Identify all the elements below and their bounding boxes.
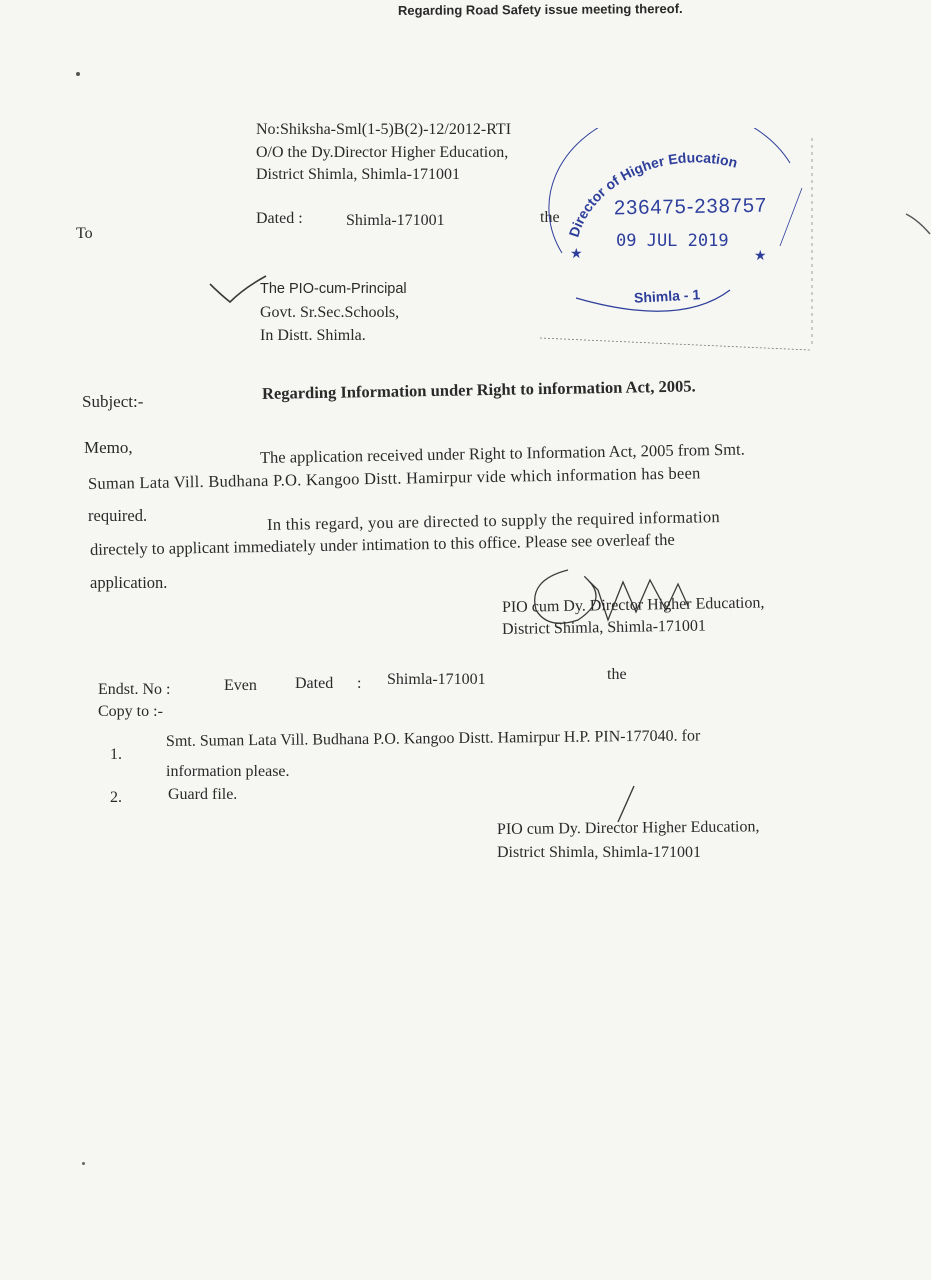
memo-para1-line1: The application received under Right to Information Act, 2005 from Smt.	[259, 439, 745, 467]
receipt-stamp	[540, 128, 840, 358]
recipient-line-3: In Distt. Shimla.	[260, 327, 366, 344]
dot-mark	[76, 72, 80, 76]
stamp-number: 236475-238757	[613, 194, 768, 220]
copy-to-label: Copy to :-	[98, 703, 163, 720]
recipient-line-1: The PIO-cum-Principal	[260, 281, 407, 297]
stamp-place: Shimla - 1	[633, 286, 701, 306]
endst-place: Shimla-171001	[387, 671, 486, 688]
stamp-star-left-icon: ★	[570, 247, 583, 262]
dot-mark	[82, 1162, 85, 1165]
copy-1-line1: Smt. Suman Lata Vill. Budhana P.O. Kangoo Distt. Hamirpur H.P. PIN-177040. for	[165, 727, 701, 750]
stamp-star-right-icon: ★	[754, 249, 767, 264]
copy-1-number: 1.	[110, 746, 122, 763]
signature1-line2: District Shimla, Shimla-171001	[501, 617, 707, 638]
memo-label: Memo,	[84, 438, 133, 457]
recipient-line-2: Govt. Sr.Sec.Schools,	[260, 304, 400, 321]
endst-dated-label: Dated	[295, 675, 334, 692]
subject-text: Regarding Information under Right to information Act, 2005.	[261, 376, 696, 403]
signature1-line1: PIO cum Dy. Director Higher Education,	[501, 594, 765, 616]
endst-colon: :	[357, 675, 362, 692]
office-line-1: O/O the Dy.Director Higher Education,	[256, 144, 509, 161]
subject-label: Subject:-	[82, 392, 144, 411]
top-note: Regarding Road Safety issue meeting thereof.	[397, 1, 683, 18]
memo-para2-line3: application.	[90, 573, 168, 592]
to-label: To	[76, 225, 93, 242]
signature2-line2: District Shimla, Shimla-171001	[497, 844, 701, 861]
copy-2-number: 2.	[110, 789, 122, 806]
dated-label: Dated :	[256, 210, 303, 227]
stamp-date: 09 JUL 2019	[616, 231, 729, 251]
dated-place: Shimla-171001	[346, 212, 445, 229]
stamp-arc-text: Director of Higher Education	[565, 149, 740, 239]
endst-even: Even	[224, 677, 257, 694]
svg-text:Director of Higher Education	[565, 149, 739, 239]
copy-2-line1: Guard file.	[168, 786, 238, 803]
signature2-line1: PIO cum Dy. Director Higher Education,	[496, 818, 760, 838]
dated-the: the	[540, 209, 560, 226]
edge-mark-icon	[904, 210, 931, 240]
endst-the: the	[607, 666, 627, 683]
check-mark-icon	[208, 272, 268, 306]
copy-1-line2: information please.	[166, 763, 290, 780]
memo-para2-line2: directely to applicant immediately under intimation to this office. Please see overleaf the	[89, 529, 675, 559]
office-line-2: District Shimla, Shimla-171001	[256, 166, 460, 183]
endst-label: Endst. No :	[98, 681, 171, 698]
memo-para1-line3: required.	[88, 506, 148, 525]
reference-number: No:Shiksha-Sml(1-5)B(2)-12/2012-RTI	[256, 121, 512, 138]
memo-para1-line2: Suman Lata Vill. Budhana P.O. Kangoo Distt. Hamirpur vide which information has been	[87, 463, 701, 493]
memo-para2-line1: In this regard, you are directed to supply the required information	[266, 507, 721, 534]
